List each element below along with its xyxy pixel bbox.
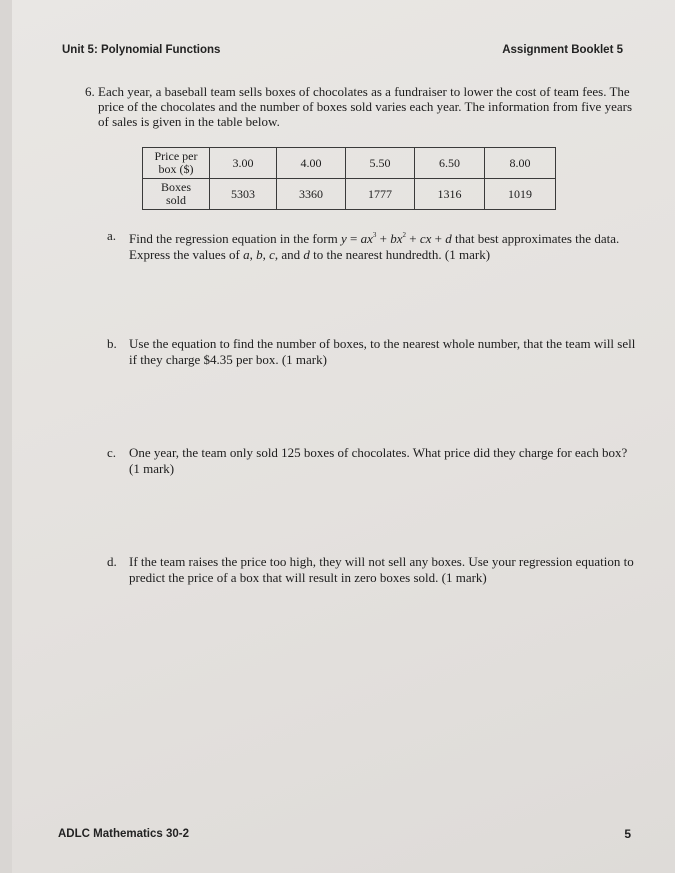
- part-a-letter: a.: [107, 228, 117, 243]
- price-cell: 6.50: [415, 148, 485, 179]
- price-cell: 5.50: [346, 148, 415, 179]
- part-d-text: If the team raises the price too high, they will not sell any boxes. Use your regression equation to predict the price of a box that will result in zero boxes sold. (1 mark): [129, 554, 634, 585]
- question-intro: [85, 84, 633, 129]
- boxes-cell: 3360: [277, 179, 346, 210]
- boxes-cell: 5303: [210, 179, 277, 210]
- price-cell: 4.00: [277, 148, 346, 179]
- price-row: [143, 148, 556, 179]
- page-number: 5: [624, 827, 631, 841]
- price-cell: 3.00: [210, 148, 277, 179]
- boxes-row: [143, 179, 556, 210]
- part-b-text: Use the equation to find the number of boxes, to the nearest whole number, that the team will sell if they charge $4.35 per box. (1 mark): [129, 336, 636, 367]
- price-row-header: Price per box ($): [143, 148, 210, 179]
- boxes-row-header: Boxes sold: [143, 179, 210, 210]
- part-c-letter: c.: [107, 445, 117, 460]
- sales-table: [142, 147, 556, 210]
- regression-equation: $y = ax^3 + bx^2$ + cx + d: [340, 231, 452, 246]
- part-b: [107, 336, 637, 367]
- part-a-text: Find the regression equation in the form $y = ax^3 + bx^2$ + cx + d that best approximates the data. Express the values of a, b, c, and d to the nearest hundredth. (1 mark): [129, 231, 620, 262]
- question-text: Each year, a baseball team sells boxes of chocolates as a fundraiser to lower the cost of team fees. The price of the chocolates and the number of boxes sold varies each year. The information from five years of sales is given in the table below.: [98, 84, 633, 129]
- part-d-letter: d.: [107, 554, 117, 569]
- boxes-cell: 1777: [346, 179, 415, 210]
- booklet-title: Assignment Booklet 5: [502, 44, 623, 56]
- part-d: [107, 554, 637, 585]
- course-name: ADLC Mathematics 30-2: [58, 828, 190, 840]
- part-c-text: One year, the team only sold 125 boxes of chocolates. What price did they charge for each box? (1 mark): [129, 445, 628, 476]
- part-c: [107, 445, 637, 476]
- boxes-cell: 1019: [485, 179, 556, 210]
- boxes-cell: 1316: [415, 179, 485, 210]
- price-cell: 8.00: [485, 148, 556, 179]
- document-page: [12, 0, 675, 873]
- unit-title: Unit 5: Polynomial Functions: [62, 44, 221, 56]
- page-header: [62, 44, 623, 56]
- question-number: 6.: [85, 84, 95, 99]
- part-a: [107, 228, 637, 262]
- part-b-letter: b.: [107, 336, 117, 351]
